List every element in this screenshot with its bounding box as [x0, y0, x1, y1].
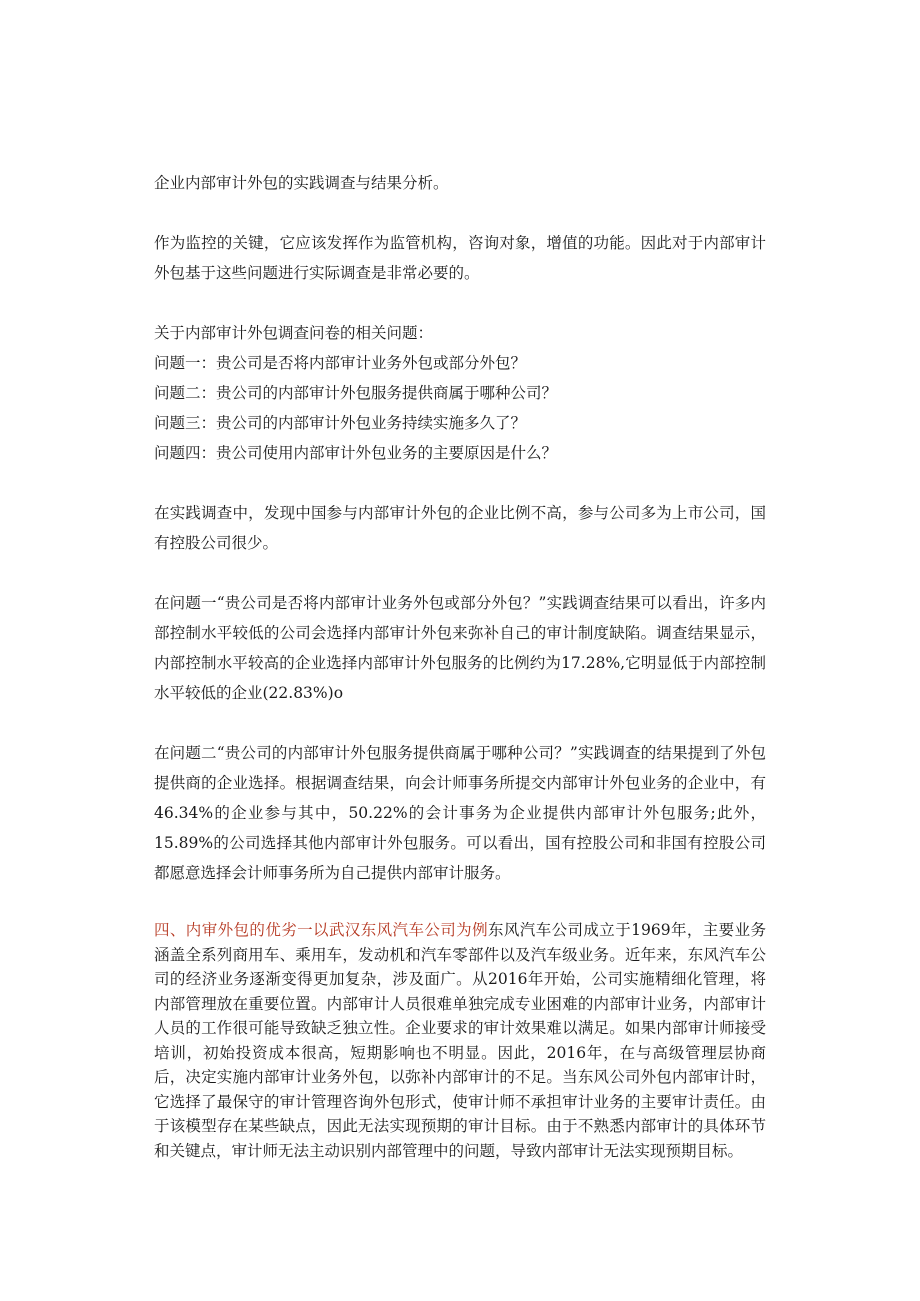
document-body — [154, 168, 766, 1163]
question-item: 问题三：贵公司的内部审计外包业务持续实施多久了？ — [154, 414, 527, 432]
section4-paragraph — [154, 918, 766, 1163]
question-item: 问题四：贵公司使用内部审计外包业务的主要原因是什么？ — [154, 444, 558, 462]
question-item: 问题二：贵公司的内部审计外包服务提供商属于哪种公司？ — [154, 384, 558, 402]
question-item: 问题一：贵公司是否将内部审计业务外包或部分外包？ — [154, 354, 527, 372]
finding-q1-paragraph: 在问题一“贵公司是否将内部审计业务外包或部分外包？”实践调查结果可以看出，许多内部控制水平较低的公司会选择内部审计外包来弥补自己的审计制度缺陷。调查结果显示，内部控制水平较高的企业选择内部审计外包服务的比例约为17.28%,它明显低于内部控制水平较低的企业(22.83%)o — [154, 594, 766, 702]
finding-general-paragraph: 在实践调查中，发现中国参与内部审计外包的企业比例不高，参与公司多为上市公司，国有控股公司很少。 — [154, 504, 766, 552]
finding-q2-paragraph: 在问题二“贵公司的内部审计外包服务提供商属于哪种公司？”实践调查的结果提到了外包提供商的企业选择。根据调查结果，向会计师事务所提交内部审计外包业务的企业中，有46.34%的企业参与其中，50.22%的会计事务为企业提供内部审计外包服务;此外，15.89%的公司选择其他内部审计外包服务。可以看出，国有控股公司和非国有控股公司都愿意选择会计师事务所为自己提供内部审计服务。 — [154, 744, 766, 882]
document-title: 企业内部审计外包的实践调查与结果分析。 — [154, 174, 449, 192]
intro-paragraph: 作为监控的关键，它应该发挥作为监管机构，咨询对象，增值的功能。因此对于内部审计外包基于这些问题进行实际调查是非常必要的。 — [154, 234, 766, 282]
section4-body: 东风汽车公司成立于1969年，主要业务涵盖全系列商用车、乘用车，发动机和汽车零部件以及汽车级业务。近年来，东风汽车公司的经济业务逐渐变得更加复杂，涉及面广。从2016年开始，公司实施精细化管理，将内部管理放在重要位置。内部审计人员很难单独完成专业困难的内部审计业务，内部审计人员的工作很可能导致缺乏独立性。企业要求的审计效果难以满足。如果内部审计师接受培训，初始投资成本很高，短期影响也不明显。因此，2016年，在与高级管理层协商后，决定实施内部审计业务外包，以弥补内部审计的不足。当东风公司外包内部审计时，它选择了最保守的审计管理咨询外包形式，使审计师不承担审计业务的主要审计责任。由于该模型存在某些缺点，因此无法实现预期的审计目标。由于不熟悉内部审计的具体环节和关键点，审计师无法主动识别内部管理中的问题，导致内部审计无法实现预期目标。 — [154, 921, 766, 1160]
section4-heading: 四、内审外包的优劣一以武汉东风汽车公司为例 — [154, 921, 488, 939]
questionnaire-heading: 关于内部审计外包调查问卷的相关问题： — [154, 324, 434, 342]
